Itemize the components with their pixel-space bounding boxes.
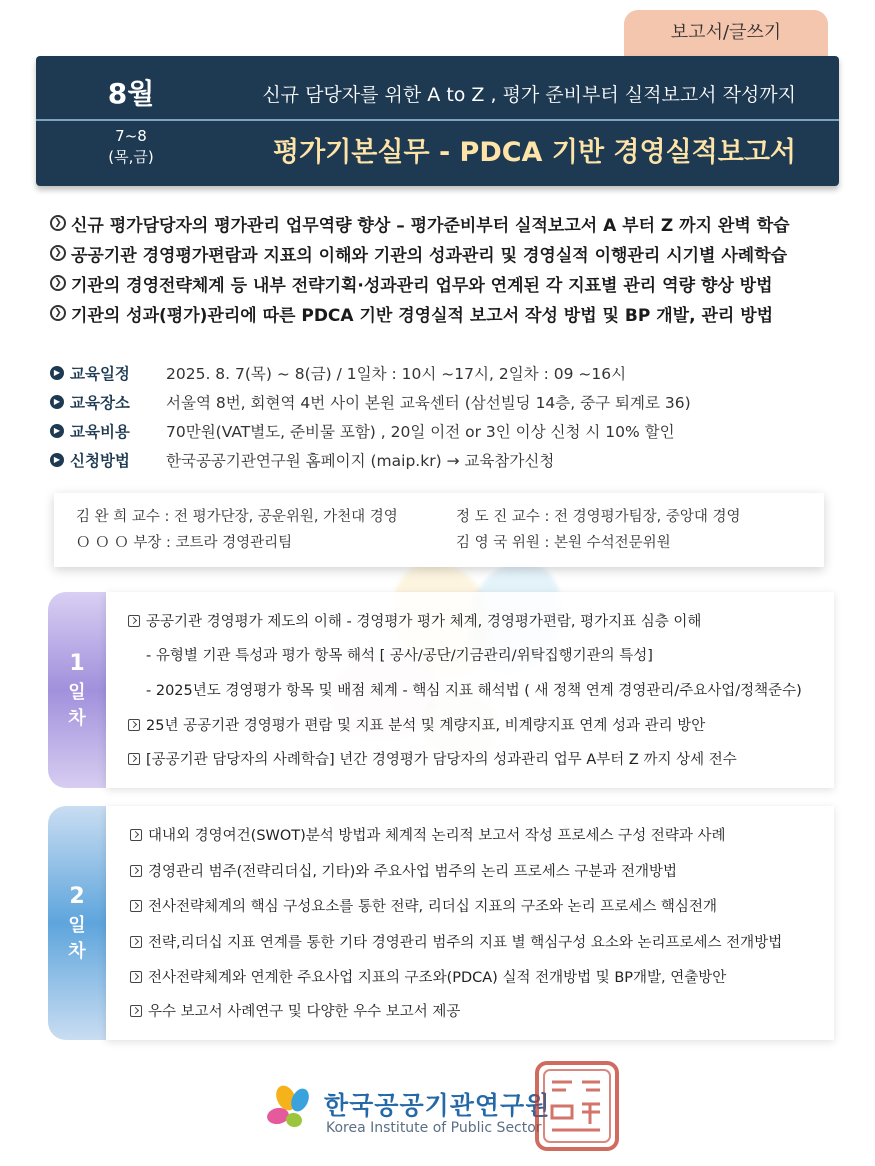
course-subtitle: 신규 담당자를 위한 A to Z , 평가 준비부터 실적보고서 작성까지 xyxy=(262,84,796,106)
instructor-item: Ｏ Ｏ Ｏ 부장 : 코트라 경영관리팀 xyxy=(76,535,293,551)
topic-item: 우수 보고서 사례연구 및 다양한 우수 보고서 제공 xyxy=(130,1000,460,1021)
topic-item: 경영관리 범주(전략리더십, 기타)와 주요사업 범주의 논리 프로세스 구분과 전개방법 xyxy=(130,860,677,881)
topic-item: 전사전략체계의 핵심 구성요소를 통한 전략, 리더십 지표의 구조와 논리 프로세스 핵심전개 xyxy=(130,895,717,916)
objectives-list xyxy=(50,208,840,328)
day2-section xyxy=(48,806,834,1040)
boxed-arrow-icon xyxy=(128,753,140,765)
instructors-box xyxy=(54,493,824,567)
course-day-range: 7~8 xyxy=(115,127,147,145)
objective-item: ❯ 공공기관 경영평가편람과 지표의 이해와 기관의 성과관리 및 경영실적 이행관리 시기별 사례학습 xyxy=(50,238,840,268)
info-fee: ▶ 교육비용 70만원(VAT별도, 준비물 포함) , 20일 이전 or 3인 이상 신청 시 10% 할인 xyxy=(50,416,840,445)
topic-subitem: - 유형별 기관 특성과 평가 항목 해석 [ 공사/공단/기금관리/위탁집행기관의 특성] xyxy=(146,648,653,664)
boxed-arrow-icon xyxy=(130,829,142,841)
topic-item: 대내외 경영여건(SWOT)분석 방법과 체계적 논리적 보고서 작성 프로세스 구성 전략과 사례 xyxy=(130,824,725,845)
bullet-arrow-icon: ▶ xyxy=(50,366,64,380)
boxed-arrow-icon xyxy=(130,1005,142,1017)
objective-item: ❯ 신규 평가담당자의 평가관리 업무역량 향상 – 평가준비부터 실적보고서 A 부터 Z 까지 완벽 학습 xyxy=(50,208,840,238)
day2-tab: 2 일 차 xyxy=(48,806,106,1040)
institute-logo-mark-icon xyxy=(260,1082,320,1142)
topic-subitem: - 2025년도 경영평가 항목 및 배점 체계 - 핵심 지표 해석법 ( 새 정책 연계 경영관리/주요사업/정책준수) xyxy=(146,683,802,699)
topic-item: 전략,리더십 지표 연계를 통한 기타 경영관리 범주의 지표 별 핵심구성 요소와 논리프로세스 전개방법 xyxy=(130,931,782,952)
boxed-arrow-icon xyxy=(128,615,140,627)
boxed-arrow-icon xyxy=(130,900,142,912)
topic-item: 전사전략체계와 연계한 주요사업 지표의 구조와(PDCA) 실적 전개방법 및 BP개발, 연출방안 xyxy=(130,966,726,987)
chevron-circle-icon: ❯ xyxy=(50,215,66,231)
day1-topics xyxy=(106,592,834,788)
chevron-circle-icon: ❯ xyxy=(50,305,66,321)
boxed-arrow-icon xyxy=(130,865,142,877)
boxed-arrow-icon xyxy=(130,971,142,983)
institute-name-en: Korea Institute of Public Sector xyxy=(326,1120,542,1136)
info-location: ▶ 교육장소 서울역 8번, 회현역 4번 사이 본원 교육센터 (삼선빌딩 14층, 중구 퇴계로 36) xyxy=(50,387,840,416)
objective-item: ❯ 기관의 성과(평가)관리에 따른 PDCA 기반 경영실적 보고서 작성 방법 및 BP 개발, 관리 방법 xyxy=(50,298,840,328)
official-seal-icon xyxy=(534,1060,620,1152)
institute-name-ko: 한국공공기관연구원 xyxy=(324,1091,551,1120)
course-month: 8월 xyxy=(107,77,155,110)
boxed-arrow-icon xyxy=(130,936,142,948)
course-dates xyxy=(86,126,176,168)
objective-item: ❯ 기관의 경영전략체계 등 내부 전략기획·성과관리 업무와 연계된 각 지표별 관리 역량 향상 방법 xyxy=(50,268,840,298)
topic-item: 공공기관 경영평가 제도의 이해 - 경영평가 평가 체계, 경영평가편람, 평가지표 심층 이해 xyxy=(128,610,701,631)
info-registration: ▶ 신청방법 한국공공기관연구원 홈페이지 (maip.kr) → 교육참가신청 xyxy=(50,445,840,474)
boxed-arrow-icon xyxy=(128,719,140,731)
topic-item: [공공기관 담당자의 사례학습] 년간 경영평가 담당자의 성과관리 업무 A부터 Z 까지 상세 전수 xyxy=(128,748,737,769)
topic-item: 25년 공공기관 경영평가 편람 및 지표 분석 및 계량지표, 비계량지표 연계 성과 관리 방안 xyxy=(128,714,705,735)
bullet-arrow-icon: ▶ xyxy=(50,424,64,438)
bullet-arrow-icon: ▶ xyxy=(50,395,64,409)
day1-tab: 1 일 차 xyxy=(48,592,106,788)
day2-topics xyxy=(106,806,834,1040)
day1-section xyxy=(48,592,834,788)
institute-logo xyxy=(260,1080,550,1150)
info-schedule: ▶ 교육일정 2025. 8. 7(목) ~ 8(금) / 1일차 : 10시 ~17시, 2일차 : 09 ~16시 xyxy=(50,358,840,387)
instructor-item: 김 완 희 교수 : 전 평가단장, 공운위원, 가천대 경영 xyxy=(76,509,398,525)
course-info xyxy=(50,358,840,474)
bullet-arrow-icon: ▶ xyxy=(50,453,64,467)
header-banner xyxy=(36,56,839,186)
instructor-item: 김 영 국 위원 : 본원 수석전문위원 xyxy=(456,535,671,551)
header-divider xyxy=(36,119,839,121)
course-title: 평가기본실무 - PDCA 기반 경영실적보고서 xyxy=(273,137,796,168)
chevron-circle-icon: ❯ xyxy=(50,275,66,291)
course-weekdays: (목,금) xyxy=(108,148,154,166)
chevron-circle-icon: ❯ xyxy=(50,245,66,261)
category-tab: 보고서/글쓰기 xyxy=(624,10,828,56)
instructor-item: 정 도 진 교수 : 전 경영평가팀장, 중앙대 경영 xyxy=(456,509,741,525)
